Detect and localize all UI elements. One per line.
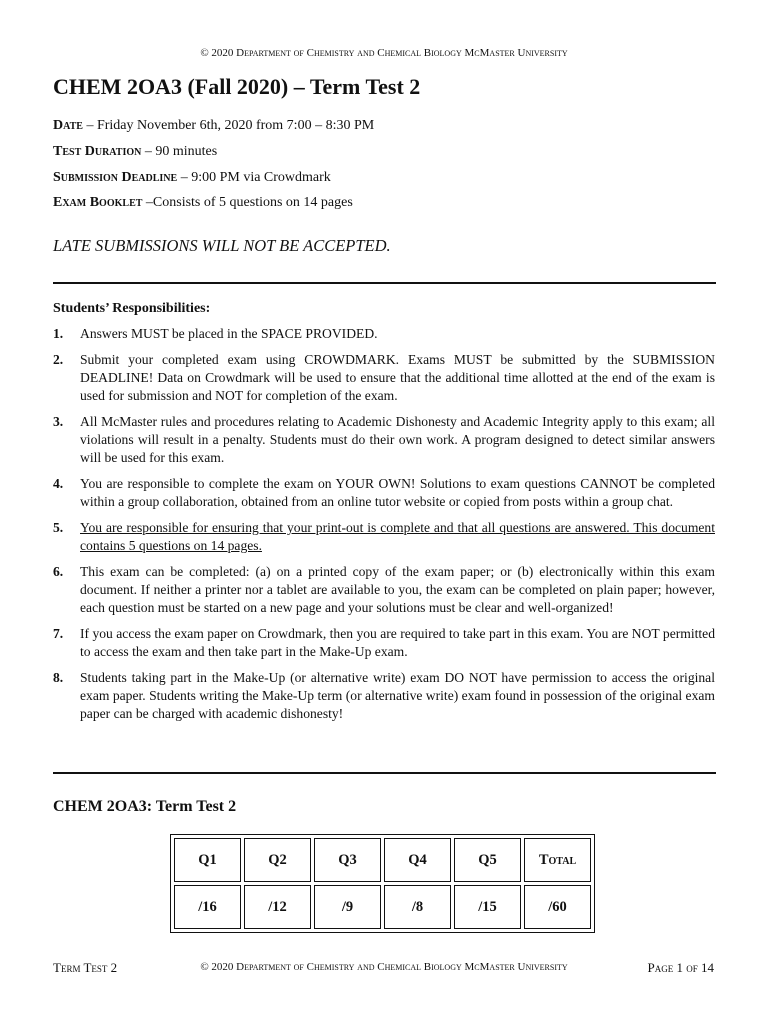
item-text: Answers MUST be placed in the SPACE PROVIDED.	[80, 326, 378, 341]
meta-date-value: – Friday November 6th, 2020 from 7:00 – 8:30 PM	[82, 118, 375, 133]
score-header-cell: Q1	[174, 838, 241, 882]
list-item	[53, 625, 715, 661]
list-item	[53, 475, 715, 511]
item-text: This exam can be completed: (a) on a printed copy of the exam paper; or (b) electronically within this exam document. If neither a printer nor a tablet are available to you, the exam can be completed on plain paper; however, each question must be started on a new page and your solutions must be clear and well-organized!	[80, 564, 715, 615]
score-max-cell: /8	[384, 885, 451, 929]
list-item	[53, 413, 715, 467]
score-max-cell: /12	[244, 885, 311, 929]
item-number: 7.	[53, 626, 64, 641]
score-table-heading: CHEM 2OA3: Term Test 2	[53, 798, 237, 815]
meta-date-label: Date	[53, 118, 83, 133]
table-row	[174, 885, 591, 929]
item-number: 6.	[53, 564, 64, 579]
table-row	[174, 838, 591, 882]
list-item	[53, 351, 715, 405]
list-item	[53, 325, 715, 343]
item-number: 5.	[53, 520, 64, 535]
score-header-cell: Q5	[454, 838, 521, 882]
responsibilities-list	[53, 325, 715, 731]
divider-top	[53, 282, 716, 284]
score-max-cell: /15	[454, 885, 521, 929]
item-number: 2.	[53, 352, 64, 367]
page-title: CHEM 2OA3 (Fall 2020) – Term Test 2	[53, 74, 421, 99]
item-text: You are responsible for ensuring that your print-out is complete and that all questions are answered. This document contains 5 questions on 14 pages.	[80, 520, 715, 553]
score-header-cell: Q2	[244, 838, 311, 882]
meta-date	[53, 118, 374, 134]
meta-booklet	[53, 195, 353, 211]
late-submission-notice: LATE SUBMISSIONS WILL NOT BE ACCEPTED.	[53, 236, 391, 255]
meta-booklet-label: Exam Booklet	[53, 195, 143, 210]
meta-booklet-value: –Consists of 5 questions on 14 pages	[142, 195, 353, 210]
meta-duration	[53, 144, 217, 160]
divider-bottom	[53, 772, 716, 774]
score-header-cell: Q4	[384, 838, 451, 882]
score-table	[170, 834, 595, 933]
item-text: You are responsible to complete the exam on YOUR OWN! Solutions to exam questions CANNOT be completed within a group collaboration, obtained from an online tutor website or copied from posts within a group chat.	[80, 476, 715, 509]
list-item	[53, 519, 715, 555]
score-header-cell: Q3	[314, 838, 381, 882]
item-number: 3.	[53, 414, 64, 429]
footer-page-number: Page 1 of 14	[647, 960, 714, 975]
responsibilities-heading: Students’ Responsibilities:	[53, 301, 211, 316]
list-item	[53, 669, 715, 723]
header-copyright: © 2020 Department of Chemistry and Chemical Biology McMaster University	[200, 47, 568, 59]
meta-duration-label: Test Duration	[53, 144, 142, 159]
meta-deadline-label: Submission Deadline	[53, 170, 178, 185]
list-item	[53, 563, 715, 617]
item-number: 4.	[53, 476, 64, 491]
item-text: If you access the exam paper on Crowdmark, then you are required to take part in this exam. You are NOT permitted to access the exam and then take part in the Make-Up exam.	[80, 626, 715, 659]
meta-deadline-value: – 9:00 PM via Crowdmark	[177, 170, 331, 185]
meta-deadline	[53, 170, 331, 186]
footer-test-name: Term Test 2	[53, 960, 118, 975]
item-text: All McMaster rules and procedures relating to Academic Dishonesty and Academic Integrity apply to this exam; all violations will result in a penalty. Students must do their own work. A program designed to detect similar answers will be used for this exam.	[80, 414, 715, 465]
score-max-cell-total: /60	[524, 885, 591, 929]
score-max-cell: /16	[174, 885, 241, 929]
item-text: Students taking part in the Make-Up (or alternative write) exam DO NOT have permission to access the original exam paper. Students writing the Make-Up term (or alternative write) exam found in possession of the original exam paper can be charged with academic dishonesty!	[80, 670, 715, 721]
score-max-cell: /9	[314, 885, 381, 929]
item-number: 1.	[53, 326, 64, 341]
item-text: Submit your completed exam using CROWDMARK. Exams MUST be submitted by the SUBMISSION DEADLINE! Data on Crowdmark will be used to ensure that the additional time allotted at the end of the exam is used for submission and NOT for completion of the exam.	[80, 352, 715, 403]
footer-copyright: © 2020 Department of Chemistry and Chemical Biology McMaster University	[200, 961, 568, 973]
score-header-cell-total: Total	[524, 838, 591, 882]
meta-duration-value: – 90 minutes	[141, 144, 218, 159]
item-number: 8.	[53, 670, 64, 685]
